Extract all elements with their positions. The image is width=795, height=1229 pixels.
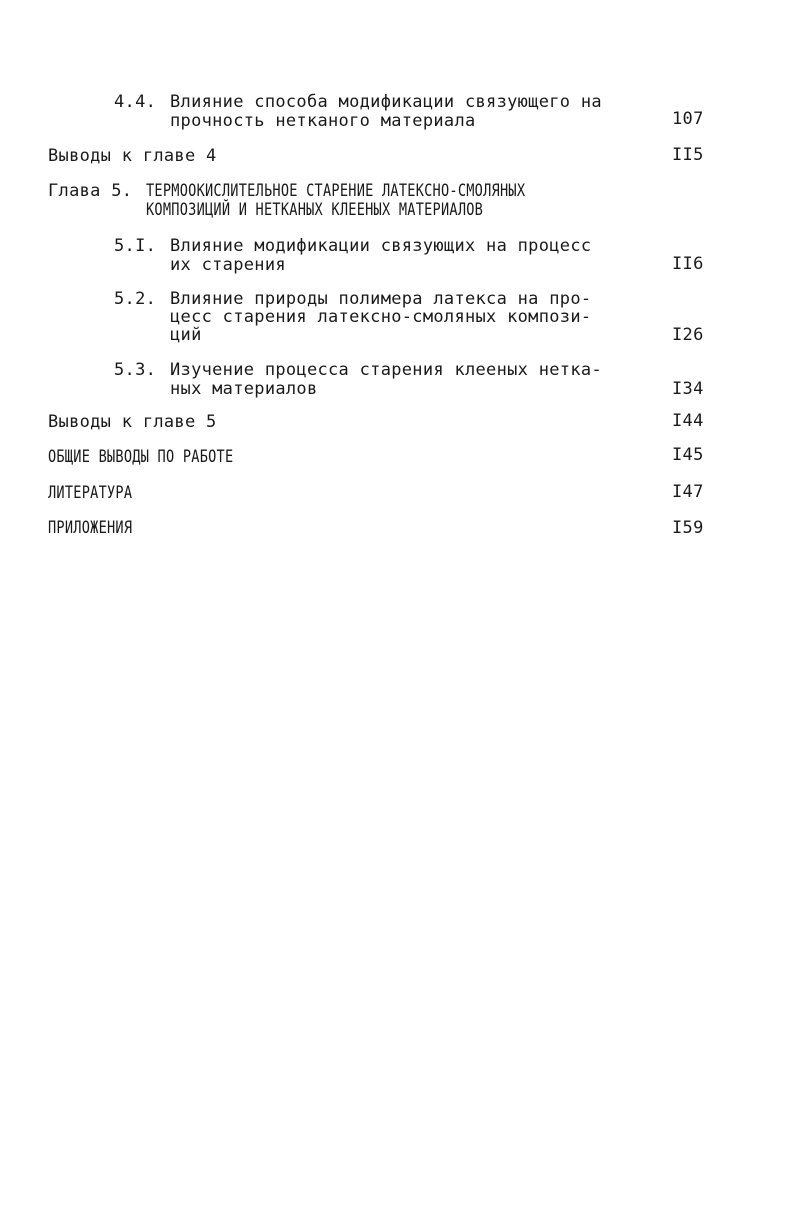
page-number: I45 bbox=[672, 445, 704, 465]
page-number: I34 bbox=[672, 379, 704, 399]
toc-entry: ОБЩИЕ ВЫВОДЫ ПО РАБОТЕ bbox=[48, 447, 234, 467]
toc-entry-line: Влияние модификации связующих на процесс bbox=[170, 236, 592, 256]
toc-entry-line: Влияние природы полимера латекса на про- bbox=[170, 289, 592, 309]
toc-entry-line: Изучение процесса старения клееных нетка- bbox=[170, 360, 602, 380]
page-number: 107 bbox=[672, 109, 704, 129]
toc-entry-line: Влияние способа модификации связующего на bbox=[170, 92, 602, 112]
section-number: 4.4. bbox=[114, 92, 157, 112]
toc-entry-line: цесс старения латексно-смоляных компози- bbox=[170, 307, 592, 327]
page-number: I59 bbox=[672, 518, 704, 538]
chapter-title-line: ТЕРМООКИСЛИТЕЛЬНОЕ СТАРЕНИЕ ЛАТЕКСНО-СМОЛЯНЫХ bbox=[146, 181, 526, 201]
toc-entry-line: прочность нетканого материала bbox=[170, 111, 476, 131]
page-number: I26 bbox=[672, 325, 704, 345]
page-number: I47 bbox=[672, 482, 704, 502]
chapter-title-line: КОМПОЗИЦИЙ И НЕТКАНЫХ КЛЕЕНЫХ МАТЕРИАЛОВ bbox=[146, 200, 484, 220]
toc-entry: Выводы к главе 4 bbox=[48, 146, 217, 166]
page-number: II5 bbox=[672, 145, 704, 165]
page-number: II6 bbox=[672, 254, 704, 274]
section-number: 5.I. bbox=[114, 236, 157, 256]
chapter-label: Глава 5. bbox=[48, 181, 133, 201]
section-number: 5.2. bbox=[114, 289, 157, 309]
section-number: 5.3. bbox=[114, 360, 157, 380]
toc-entry-line: ций bbox=[170, 325, 202, 345]
page-number: I44 bbox=[672, 411, 704, 431]
toc-entry-line: их старения bbox=[170, 255, 286, 275]
toc-entry: Выводы к главе 5 bbox=[48, 412, 217, 432]
toc-entry-line: ных материалов bbox=[170, 379, 318, 399]
toc-entry: ПРИЛОЖЕНИЯ bbox=[48, 518, 133, 538]
toc-entry: ЛИТЕРАТУРА bbox=[48, 483, 133, 503]
